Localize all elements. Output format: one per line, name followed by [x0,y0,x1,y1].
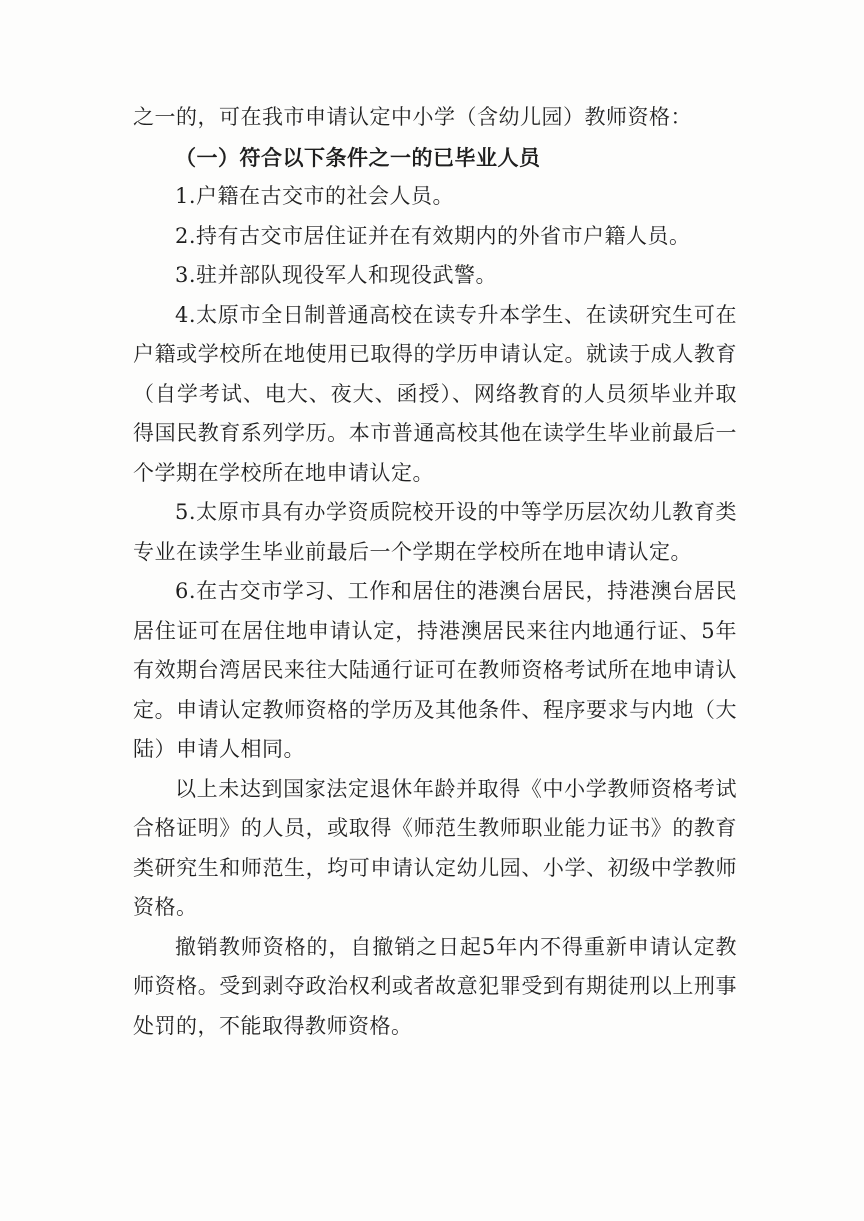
paragraph-summary: 以上未达到国家法定退休年龄并取得《中小学教师资格考试合格证明》的人员，或取得《师范生教师职业能力证书》的教育类研究生和师范生，均可申请认定幼儿园、小学、初级中学教师资格。 [133,776,737,919]
item-5: 5.太原市具有办学资质院校开设的中等学历层次幼儿教育类专业在读学生毕业前最后一个学期在学校所在地申请认定。 [133,500,737,564]
item-4: 4.太原市全日制普通高校在读专升本学生、在读研究生可在户籍或学校所在地使用已取得的学历申请认定。就读于成人教育（自学考试、电大、夜大、函授）、网络教育的人员须毕业并取得国民教育系列学历。本市普通高校其他在读学生毕业前最后一个学期在学校所在地申请认定。 [133,302,737,485]
paragraph-continuation: 之一的，可在我市申请认定中小学（含幼儿园）教师资格： [133,105,692,129]
item-6: 6.在古交市学习、工作和居住的港澳台居民，持港澳台居民居住证可在居住地申请认定，持港澳居民来往内地通行证、5年有效期台湾居民来往大陆通行证可在教师资格考试所在地申请认定。申请认定教师资格的学历及其他条件、程序要求与内地（大陆）申请人相同。 [133,579,737,761]
item-1: 1.户籍在古交市的社会人员。 [175,184,455,208]
paragraph-revocation: 撤销教师资格的，自撤销之日起5年内不得重新申请认定教师资格。受到剥夺政治权利或者故意犯罪受到有期徒刑以上刑事处罚的，不能取得教师资格。 [133,934,737,1038]
item-2: 2.持有古交市居住证并在有效期内的外省市户籍人员。 [175,223,691,248]
document-body [133,98,737,1046]
section-heading: （一）符合以下条件之一的已毕业人员 [175,144,541,170]
item-3: 3.驻并部队现役军人和现役武警。 [175,263,498,287]
